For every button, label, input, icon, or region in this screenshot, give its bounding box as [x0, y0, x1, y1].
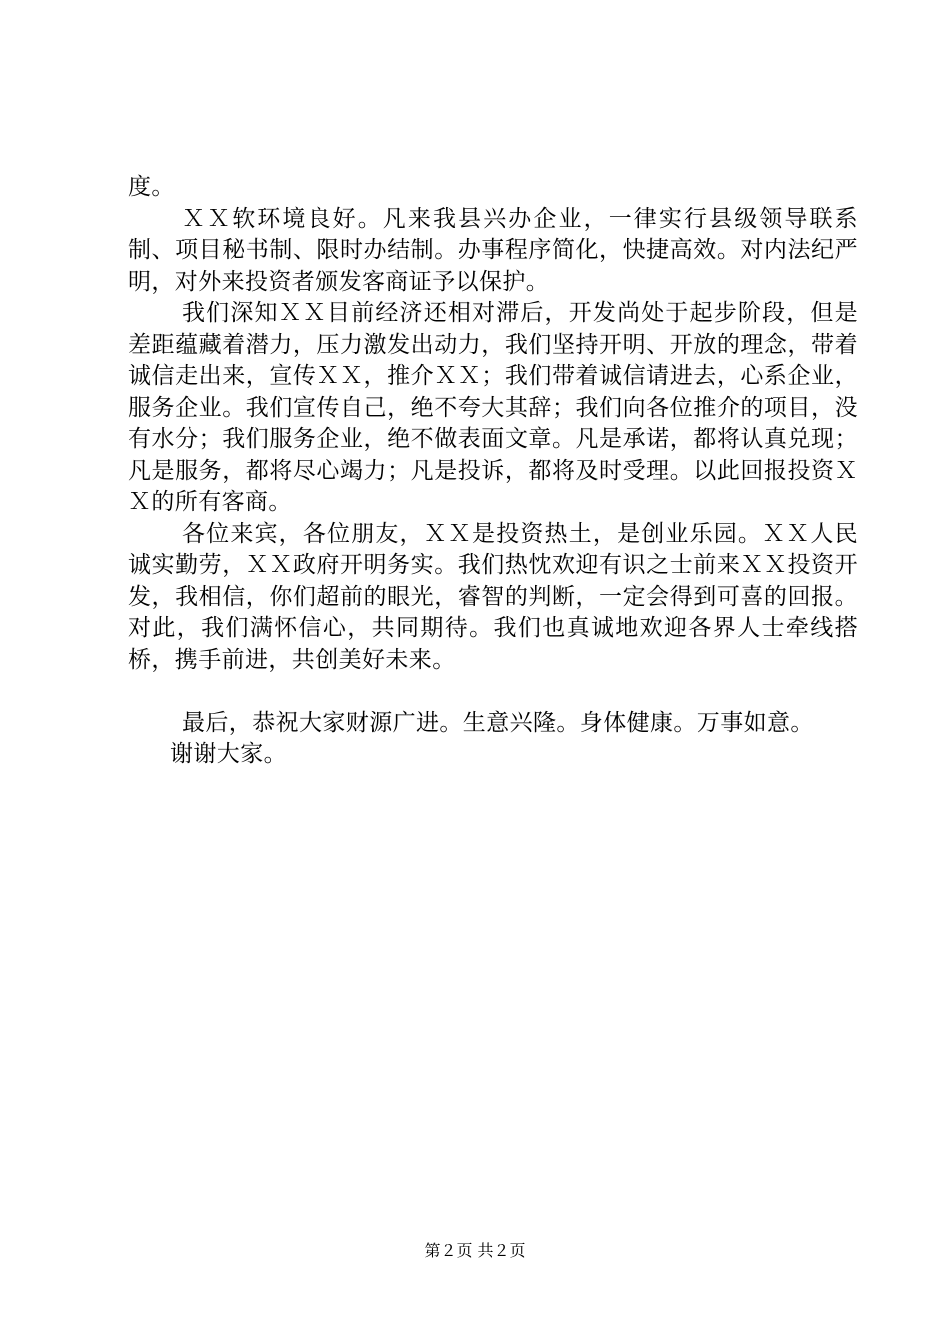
paragraph-environment: ＸＸ软环境良好。凡来我县兴办企业，一律实行县级领导联系制、项目秘书制、限时办结制。办事程序简化，快捷高效。对内法纪严明，对外来投资者颁发客商证予以保护。 — [128, 205, 858, 295]
paragraph-wishes: 最后，恭祝大家财源广进。生意兴隆。身体健康。万事如意。 — [182, 709, 814, 736]
paragraph-thanks: 谢谢大家。 — [170, 741, 287, 767]
paragraph-invitation: 各位来宾，各位朋友，ＸＸ是投资热土，是创业乐园。ＸＸ人民诚实勤劳，ＸＸ政府开明务实。我们热忱欢迎有识之士前来ＸＸ投资开发，我相信，你们超前的眼光，睿智的判断，一定会得到可喜的回报。对此，我们满怀信心，共同期待。我们也真诚地欢迎各界人士牵线搭桥，携手前进，共创美好未来。 — [128, 520, 858, 673]
paragraph-spacer — [128, 676, 858, 708]
page-number: 第２页 共２页 — [424, 1241, 526, 1260]
page-footer — [0, 1241, 950, 1261]
document-body — [128, 172, 858, 771]
paragraph-commitment: 我们深知ＸＸ目前经济还相对滞后，开发尚处于起步阶段，但是差距蕴藏着潜力，压力激发出动力，我们坚持开明、开放的理念，带着诚信走出来，宣传ＸＸ，推介ＸＸ；我们带着诚信请进去，心系企业，服务企业。我们宣传自己，绝不夸大其辞；我们向各位推介的项目，没有水分；我们服务企业，绝不做表面文章。凡是承诺，都将认真兑现；凡是服务，都将尽心竭力；凡是投诉，都将及时受理。以此回报投资ＸＸ的所有客商。 — [128, 300, 858, 515]
paragraph-continuation: 度。 — [128, 174, 175, 200]
